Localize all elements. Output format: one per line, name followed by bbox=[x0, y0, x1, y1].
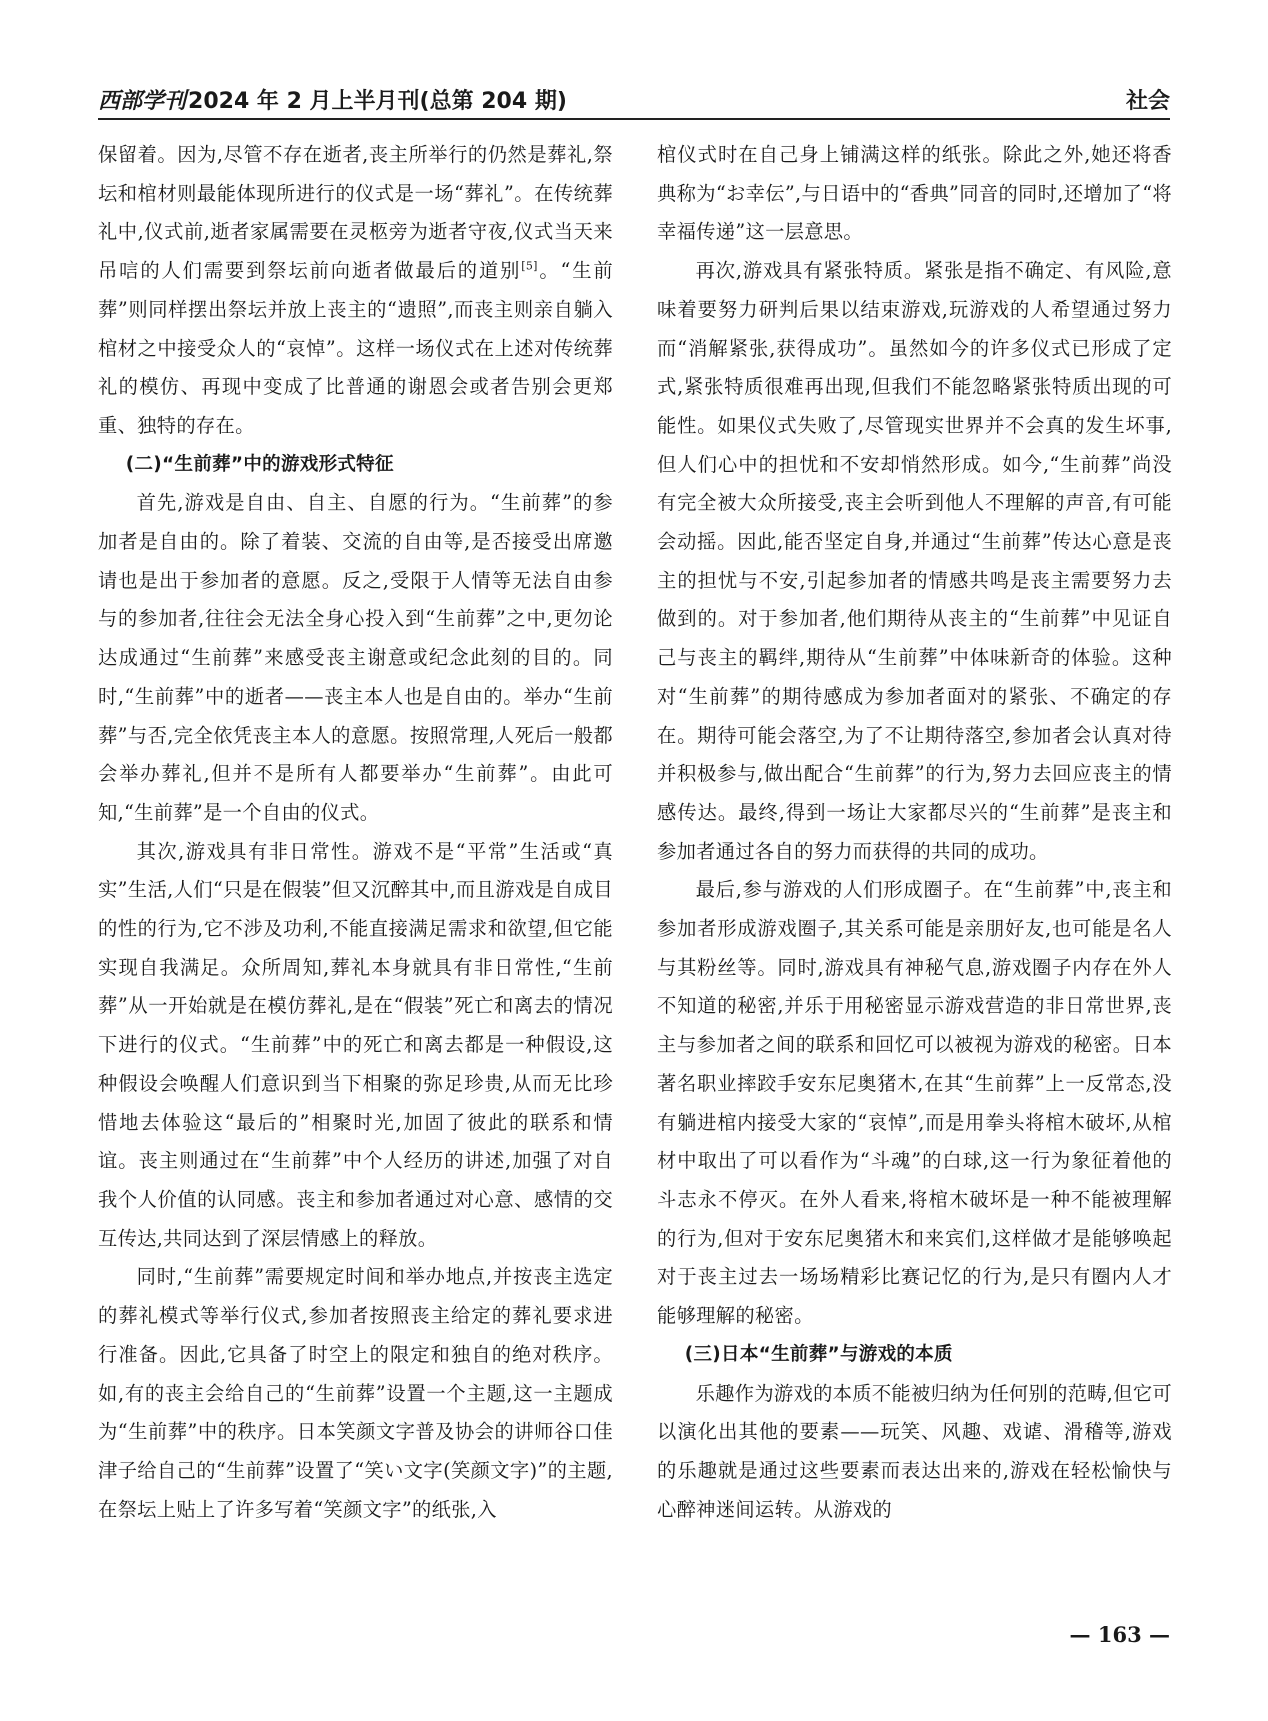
paragraph-text: 保留着。因为,尽管不存在逝者,丧主所举行的仍然是葬礼,祭坛和棺材则最能体现所进行的仪式是一场“葬礼”。在传统葬礼中,仪式前,逝者家属需要在灵柩旁为逝者守夜,仪式当天来吊唁的人们需要到祭坛前向逝者做最后的道别 bbox=[98, 143, 613, 283]
section-heading: (二)“生前葬”中的游戏形式特征 bbox=[125, 453, 394, 475]
paragraph bbox=[98, 136, 613, 446]
section-label: 社会 bbox=[1125, 89, 1170, 114]
citation: [5] bbox=[521, 259, 538, 273]
left-column bbox=[98, 136, 613, 1529]
journal-brand: 西部学刊 bbox=[98, 88, 187, 114]
right-column bbox=[657, 136, 1172, 1529]
page-header bbox=[98, 78, 1170, 122]
paragraph-text: 。“生前葬”则同样摆出祭坛并放上丧主的“遗照”,而丧主则亲自躺入棺材之中接受众人的“哀悼”。这样一场仪式在上述对传统葬礼的模仿、再现中变成了比普通的谢恩会或者告别会更郑重、独特的存在。 bbox=[98, 259, 613, 437]
paragraph: 最后,参与游戏的人们形成圈子。在“生前葬”中,丧主和参加者形成游戏圈子,其关系可能是亲朋好友,也可能是名人与其粉丝等。同时,游戏具有神秘气息,游戏圈子内存在外人不知道的秘密,并乐于用秘密显示游戏营造的非日常世界,丧主与参加者之间的联系和回忆可以被视为游戏的秘密。日本著名职业摔跤手安东尼奥猪木,在其“生前葬”上一反常态,没有躺进棺内接受大家的“哀悼”,而是用拳头将棺木破坏,从棺材中取出了可以看作为“斗魂”的白球,这一行为象征着他的斗志永不停灭。在外人看来,将棺木破坏是一种不能被理解的行为,但对于安东尼奥猪木和来宾们,这样做才是能够唤起对于丧主过去一场场精彩比赛记忆的行为,是只有圈内人才能够理解的秘密。 bbox=[657, 878, 1172, 1328]
page-number: — 163 — bbox=[1069, 1622, 1170, 1647]
paragraph: 再次,游戏具有紧张特质。紧张是指不确定、有风险,意味着要努力研判后果以结束游戏,玩游戏的人希望通过努力而“消解紧张,获得成功”。虽然如今的许多仪式已形成了定式,紧张特质很难再出现,但我们不能忽略紧张特质出现的可能性。如果仪式失败了,尽管现实世界并不会真的发生坏事,但人们心中的担忧和不安却悄然形成。如今,“生前葬”尚没有完全被大众所接受,丧主会听到他人不理解的声音,有可能会动摇。因此,能否坚定自身,并通过“生前葬”传达心意是丧主的担忧与不安,引起参加者的情感共鸣是丧主需要努力去做到的。对于参加者,他们期待从丧主的“生前葬”中见证自己与丧主的羁绊,期待从“生前葬”中体味新奇的体验。这种对“生前葬”的期待感成为参加者面对的紧张、不确定的存在。期待可能会落空,为了不让期待落空,参加者会认真对待并积极参与,做出配合“生前葬”的行为,努力去回应丧主的情感传达。最终,得到一场让大家都尽兴的“生前葬”是丧主和参加者通过各自的努力而获得的共同的成功。 bbox=[657, 259, 1172, 863]
paragraph: 乐趣作为游戏的本质不能被归纳为任何别的范畴,但它可以演化出其他的要素——玩笑、风趣、戏谑、滑稽等,游戏的乐趣就是通过这些要素而表达出来的,游戏在轻松愉快与心醉神迷间运转。从游戏的 bbox=[657, 1381, 1172, 1521]
section-heading: (三)日本“生前葬”与游戏的本质 bbox=[684, 1343, 953, 1365]
paragraph: 其次,游戏具有非日常性。游戏不是“平常”生活或“真实”生活,人们“只是在假装”但又沉醉其中,而且游戏是自成目的性的行为,它不涉及功利,不能直接满足需求和欲望,但它能实现自我满足。众所周知,葬礼本身就具有非日常性,“生前葬”从一开始就是在模仿葬礼,是在“假装”死亡和离去的情况下进行的仪式。“生前葬”中的死亡和离去都是一种假设,这种假设会唤醒人们意识到当下相聚的弥足珍贵,从而无比珍惜地去体验这“最后的”相聚时光,加固了彼此的联系和情谊。丧主则通过在“生前葬”中个人经历的讲述,加强了对自我个人价值的认同感。丧主和参加者通过对心意、感情的交互传达,共同达到了深层情感上的释放。 bbox=[98, 839, 613, 1250]
paragraph: 同时,“生前葬”需要规定时间和举办地点,并按丧主选定的葬礼模式等举行仪式,参加者按照丧主给定的葬礼要求进行准备。因此,它具备了时空上的限定和独自的绝对秩序。如,有的丧主会给自己的“生前葬”设置一个主题,这一主题成为“生前葬”中的秩序。日本笑颜文字普及协会的讲师谷口佳津子给自己的“生前葬”设置了“笑い文字(笑颜文字)”的主题,在祭坛上贴上了许多写着“笑颜文字”的纸张,入 bbox=[98, 1265, 613, 1521]
paragraph: 首先,游戏是自由、自主、自愿的行为。“生前葬”的参加者是自由的。除了着装、交流的自由等,是否接受出席邀请也是出于参加者的意愿。反之,受限于人情等无法自由参与的参加者,往往会无法全身心投入到“生前葬”之中,更勿论达成通过“生前葬”来感受丧主谢意或纪念此刻的目的。同时,“生前葬”中的逝者——丧主本人也是自由的。举办“生前葬”与否,完全依凭丧主本人的意愿。按照常理,人死后一般都会举办葬礼,但并不是所有人都要举办“生前葬”。由此可知,“生前葬”是一个自由的仪式。 bbox=[98, 491, 613, 824]
journal-title bbox=[98, 84, 567, 115]
paragraph: 棺仪式时在自己身上铺满这样的纸张。除此之外,她还将香典称为“お幸伝”,与日语中的“香典”同音的同时,还增加了“将幸福传递”这一层意思。 bbox=[657, 143, 1172, 244]
journal-issue: 2024 年 2 月上半月刊(总第 204 期) bbox=[188, 89, 567, 114]
header-rule bbox=[98, 118, 1170, 120]
